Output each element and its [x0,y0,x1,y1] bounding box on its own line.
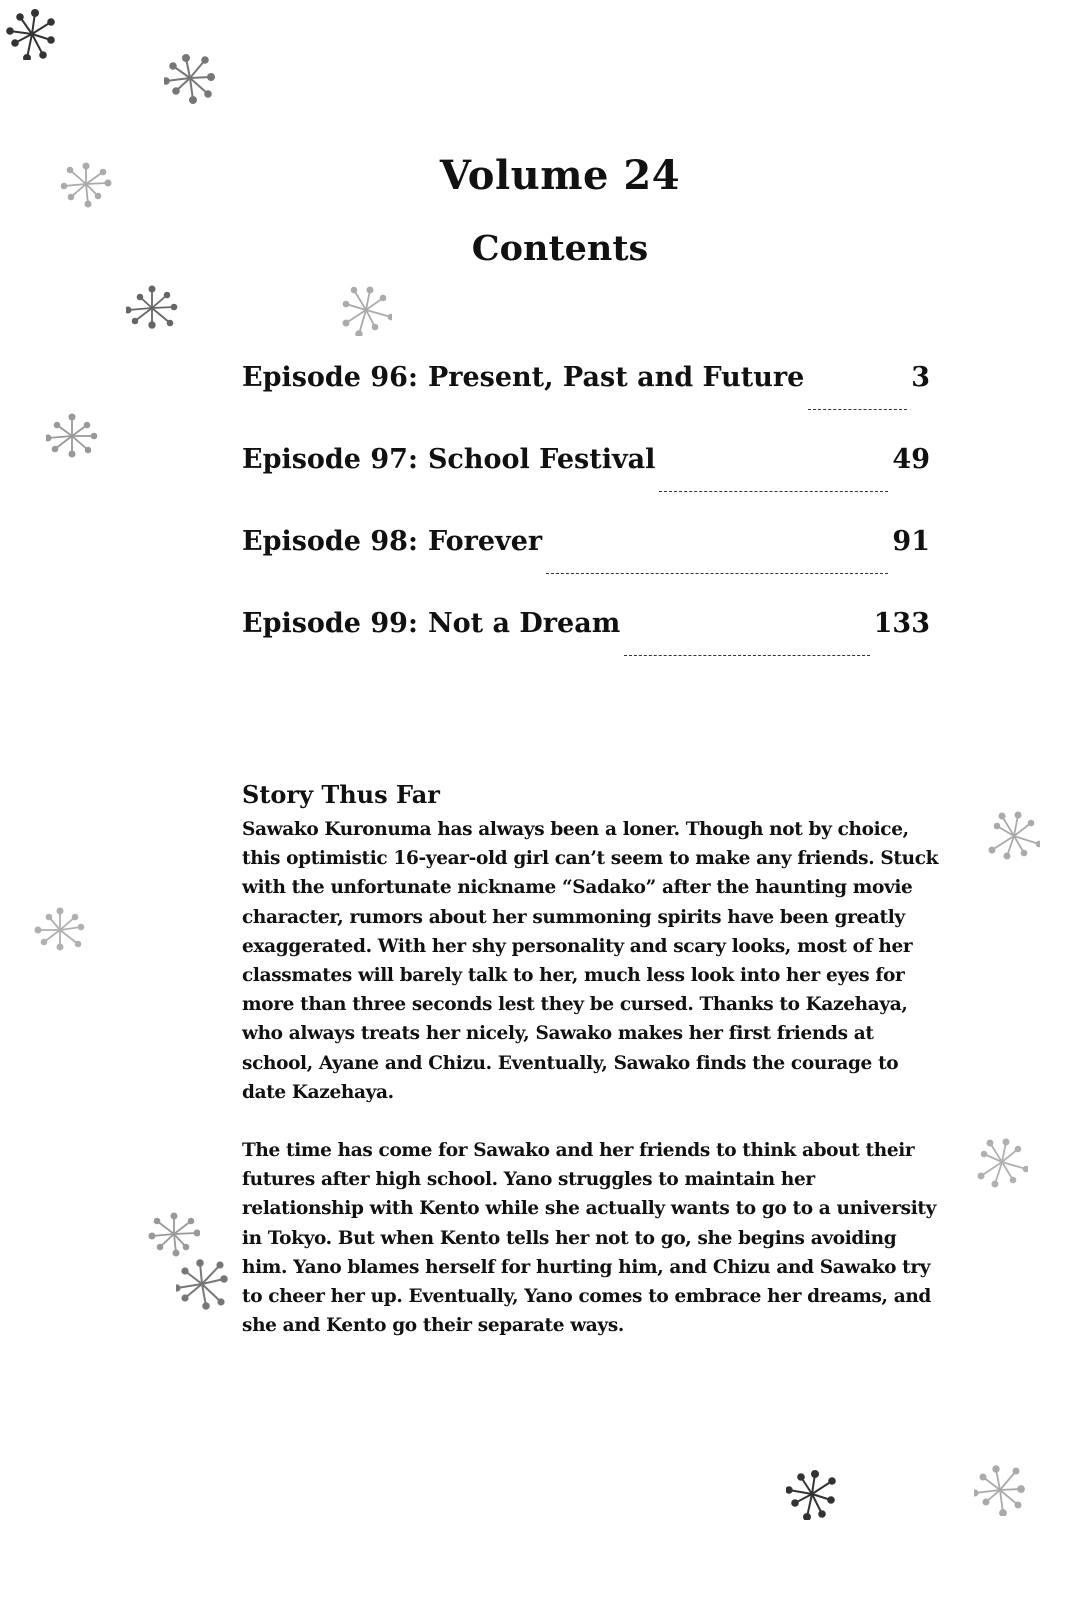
snowflake-icon [988,810,1040,862]
snowflake-icon [126,282,178,334]
toc-entry [242,526,930,608]
story-heading: Story Thus Far [242,780,440,809]
episode-title: Not a Dream [427,608,621,639]
snowflake-icon [976,1136,1028,1188]
episode-label: Episode 99 [242,608,408,639]
episode-label: Episode 97 [242,444,408,475]
snowflake-icon [176,1258,228,1310]
episode-separator: : [407,526,418,557]
snowflake-icon [340,284,392,336]
snowflake-icon [164,52,216,104]
episode-separator: : [407,444,418,475]
dotted-leader [624,655,869,656]
snowflake-icon [974,1464,1026,1516]
dotted-leader [808,409,907,410]
dotted-leader [546,573,888,574]
episode-title: Present, Past and Future [427,362,805,393]
snowflake-icon [148,1208,200,1260]
toc-entry [242,444,930,526]
story-paragraph: The time has come for Sawako and her friends to think about their futures after high school. Yano struggles to maintain her relationship with Kento while she actually wants to go to a university in Tokyo. But when Kento tells her not to go, she begins avoiding him. Yano blames herself for hurting him, and Chizu and Sawako try to cheer her up. Eventually, Yano comes to embrace her dreams, and she and Kento go their separate ways. [242,1140,936,1337]
episode-separator: : [407,608,418,639]
page-number: 49 [892,444,930,475]
episode-label: Episode 98 [242,526,408,557]
snowflake-icon [786,1468,838,1520]
contents-title: Contents [471,228,649,269]
snowflake-icon [6,8,58,60]
toc-entry [242,362,930,444]
page-number: 3 [911,362,930,393]
page-number: 91 [892,526,930,557]
episode-separator: : [407,362,418,393]
toc-entry [242,608,930,690]
page-number: 133 [873,608,930,639]
story-paragraph: Sawako Kuronuma has always been a loner. Though not by choice, this optimistic 16-year-old girl can’t seem to make any friends. Stuck with the unfortunate nickname “Sadako” after the haunting movie character, rumors about her summoning spirits have been greatly exaggerated. With her shy personality and scary looks, most of her classmates will barely talk to her, much less look into her eyes for more than three seconds lest they be cursed. Thanks to Kazehaya, who always treats her nicely, Sawako makes her first friends at school, Ayane and Chizu. Eventually, Sawako finds the courage to date Kazehaya. [242,819,939,1103]
episode-label: Episode 96 [242,362,408,393]
volume-title: Volume 24 [439,152,681,199]
episode-title: School Festival [427,444,656,475]
episode-title: Forever [427,526,543,557]
snowflake-icon [34,904,86,956]
table-of-contents [242,362,930,690]
story-summary [242,780,942,1369]
snowflake-icon [46,410,98,462]
dotted-leader [659,491,888,492]
